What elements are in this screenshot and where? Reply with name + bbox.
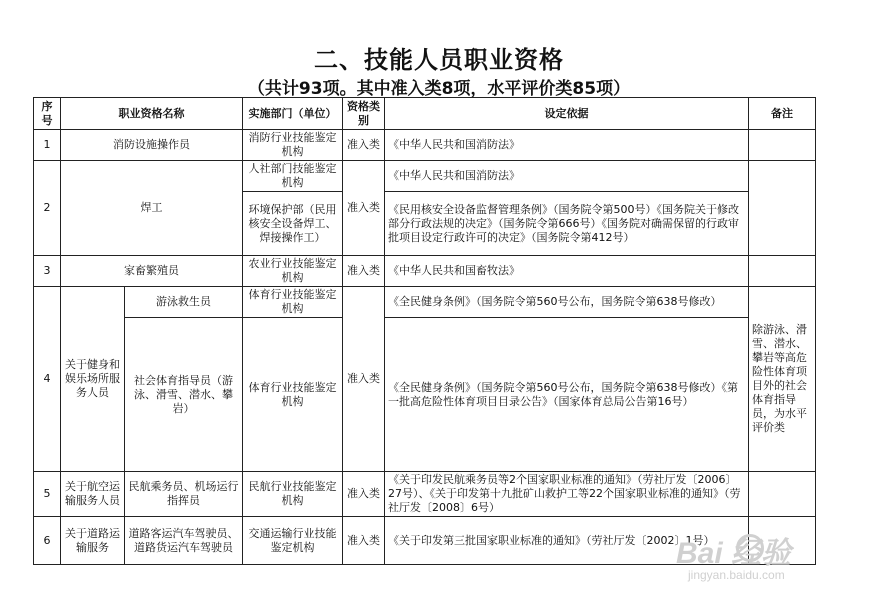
row-dept: 交通运输行业技能鉴定机构 [243,517,343,565]
header-name: 职业资格名称 [61,98,243,130]
row-basis: 《全民健身条例》（国务院令第560号公布，国务院令第638号修改） [385,287,749,318]
row-basis: 《民用核安全设备监督管理条例》（国务院令第500号）《国务院关于修改部分行政法规的决定》（国务院令第666号）《国务院对确需保留的行政审批项目设定行政许可的决定》（国务院令第412号） [385,192,749,256]
qualification-table [33,97,816,565]
table-row [34,318,816,472]
table-row [34,287,816,318]
table-header-row [34,98,816,130]
row-type: 准入类 [343,472,385,517]
row-no: 6 [34,517,61,565]
row-name: 道路客运汽车驾驶员、道路货运汽车驾驶员 [125,517,243,565]
table-row [34,256,816,287]
row-no: 3 [34,256,61,287]
row-dept: 农业行业技能鉴定机构 [243,256,343,287]
row-no: 1 [34,130,61,161]
baidu-watermark [676,528,866,588]
row-dept: 环境保护部（民用核安全设备焊工、焊接操作工） [243,192,343,256]
row-group: 关于健身和娱乐场所服务人员 [61,287,125,472]
row-basis: 《关于印发民航乘务员等2个国家职业标准的通知》（劳社厅发〔2006〕27号）、《关于印发第十九批矿山救护工等22个国家职业标准的通知》（劳社厅发〔2008〕6号） [385,472,749,517]
row-basis: 《中华人民共和国消防法》 [385,130,749,161]
row-group: 关于航空运输服务人员 [61,472,125,517]
row-note [749,161,816,256]
header-note: 备注 [749,98,816,130]
header-dept: 实施部门（单位） [243,98,343,130]
row-name: 游泳救生员 [125,287,243,318]
row-name: 焊工 [61,161,243,256]
header-no: 序号 [34,98,61,130]
row-group: 关于道路运输服务 [61,517,125,565]
row-basis: 《关于印发第三批国家职业标准的通知》（劳社厅发〔2002〕1号） [385,517,749,565]
row-note [749,472,816,517]
row-type: 准入类 [343,161,385,256]
table-row [34,130,816,161]
watermark-url: jingyan.baidu.com [688,568,785,582]
row-no: 5 [34,472,61,517]
row-name: 社会体育指导员（游泳、滑雪、潜水、攀岩） [125,318,243,472]
row-type: 准入类 [343,287,385,472]
row-no: 4 [34,287,61,472]
header-type: 资格类别 [343,98,385,130]
row-dept: 体育行业技能鉴定机构 [243,287,343,318]
row-type: 准入类 [343,130,385,161]
row-type: 准入类 [343,517,385,565]
table-row [34,472,816,517]
row-note: 除游泳、滑雪、潜水、攀岩等高危险性体育项目外的社会体育指导员，为水平评价类 [749,287,816,472]
row-basis: 《中华人民共和国畜牧法》 [385,256,749,287]
row-basis: 《中华人民共和国消防法》 [385,161,749,192]
row-name: 消防设施操作员 [61,130,243,161]
row-note [749,130,816,161]
row-no: 2 [34,161,61,256]
page-subtitle: （共计93项。其中准入类8项，水平评价类85项） [247,79,631,99]
row-dept: 民航行业技能鉴定机构 [243,472,343,517]
watermark-main: Bai 经验 [676,537,792,570]
row-basis: 《全民健身条例》（国务院令第560号公布，国务院令第638号修改）《第一批高危险性体育项目目录公告》（国家体育总局公告第16号） [385,318,749,472]
table-row [34,161,816,192]
row-dept: 消防行业技能鉴定机构 [243,130,343,161]
row-note [749,256,816,287]
row-dept: 人社部门技能鉴定机构 [243,161,343,192]
row-name: 家畜繁殖员 [61,256,243,287]
header-basis: 设定依据 [385,98,749,130]
row-dept: 体育行业技能鉴定机构 [243,318,343,472]
page-title: 二、技能人员职业资格 [314,46,564,74]
row-type: 准入类 [343,256,385,287]
row-name: 民航乘务员、机场运行指挥员 [125,472,243,517]
